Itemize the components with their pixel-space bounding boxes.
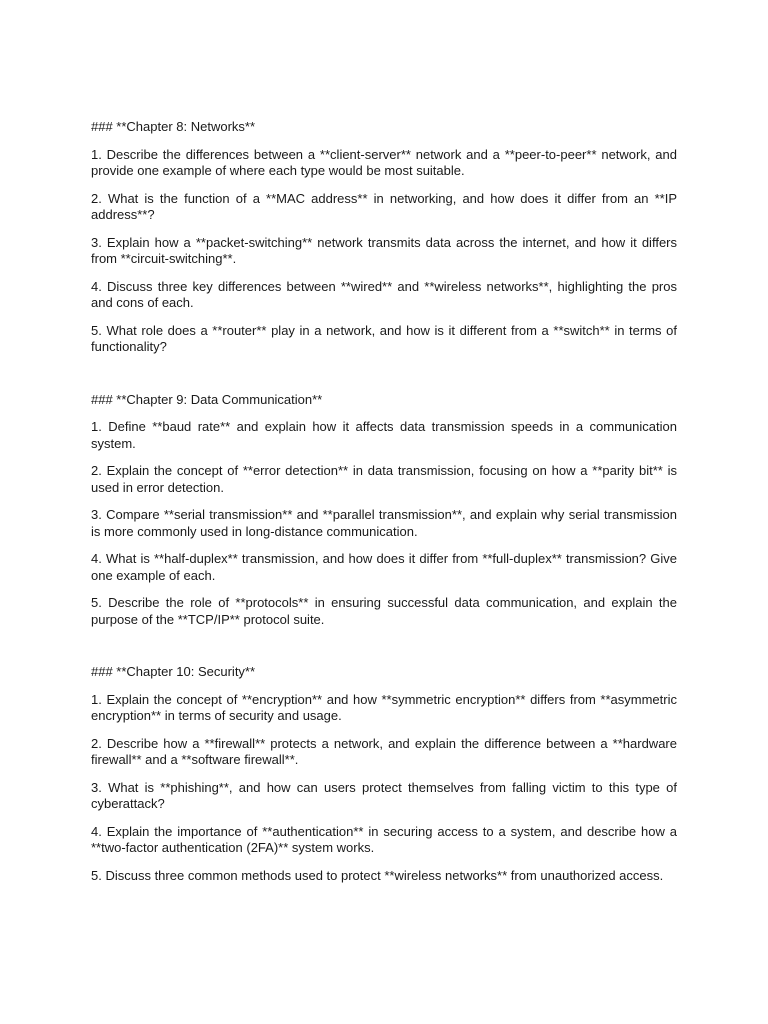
question-item: 1. Define **baud rate** and explain how it affects data transmission speeds in a communication system. (91, 419, 677, 451)
chapter-heading: ### **Chapter 10: Security** (91, 664, 256, 679)
question-item: 2. Describe how a **firewall** protects a network, and explain the difference between a **hardware firewall** and a **software firewall**. (91, 735, 677, 767)
question-item: 3. Explain how a **packet-switching** network transmits data across the internet, and how it differs from **circuit-switching**. (91, 234, 677, 266)
question-item: 4. What is **half-duplex** transmission, and how does it differ from **full-duplex** transmission? Give one example of each. (91, 551, 677, 583)
question-item: 3. Compare **serial transmission** and **parallel transmission**, and explain why serial transmission is more commonly used in long-distance communication. (91, 507, 677, 539)
chapter-heading: ### **Chapter 9: Data Communication** (91, 391, 323, 407)
question-item: 5. Describe the role of **protocols** in ensuring successful data communication, and explain the purpose of the **TCP/IP** protocol suite. (91, 595, 677, 627)
question-item: 2. What is the function of a **MAC address** in networking, and how does it differ from an **IP address**? (91, 190, 677, 222)
question-item: 5. What role does a **router** play in a network, and how is it different from a **switch** in terms of functionality? (91, 322, 677, 354)
question-item: 3. What is **phishing**, and how can users protect themselves from falling victim to this type of cyberattack? (91, 779, 677, 811)
chapter-9-section (91, 392, 677, 629)
question-item: 1. Describe the differences between a **client-server** network and a **peer-to-peer** network, and provide one example of where each type would be most suitable. (91, 146, 677, 178)
question-item: 1. Explain the concept of **encryption** and how **symmetric encryption** differs from **asymmetric encryption** in terms of security and usage. (91, 691, 677, 723)
question-item: 2. Explain the concept of **error detection** in data transmission, focusing on how a **parity bit** is used in error detection. (91, 463, 677, 495)
question-item: 4. Discuss three key differences between **wired** and **wireless networks**, highlighting the pros and cons of each. (91, 278, 677, 310)
question-item: 5. Discuss three common methods used to protect **wireless networks** from unauthorized access. (91, 867, 664, 883)
chapter-heading: ### **Chapter 8: Networks** (91, 119, 256, 134)
chapter-10-section (91, 664, 677, 884)
document-page (91, 119, 677, 884)
question-item: 4. Explain the importance of **authentication** in securing access to a system, and describe how a **two-factor authentication (2FA)** system works. (91, 823, 677, 855)
chapter-8-section (91, 119, 677, 356)
